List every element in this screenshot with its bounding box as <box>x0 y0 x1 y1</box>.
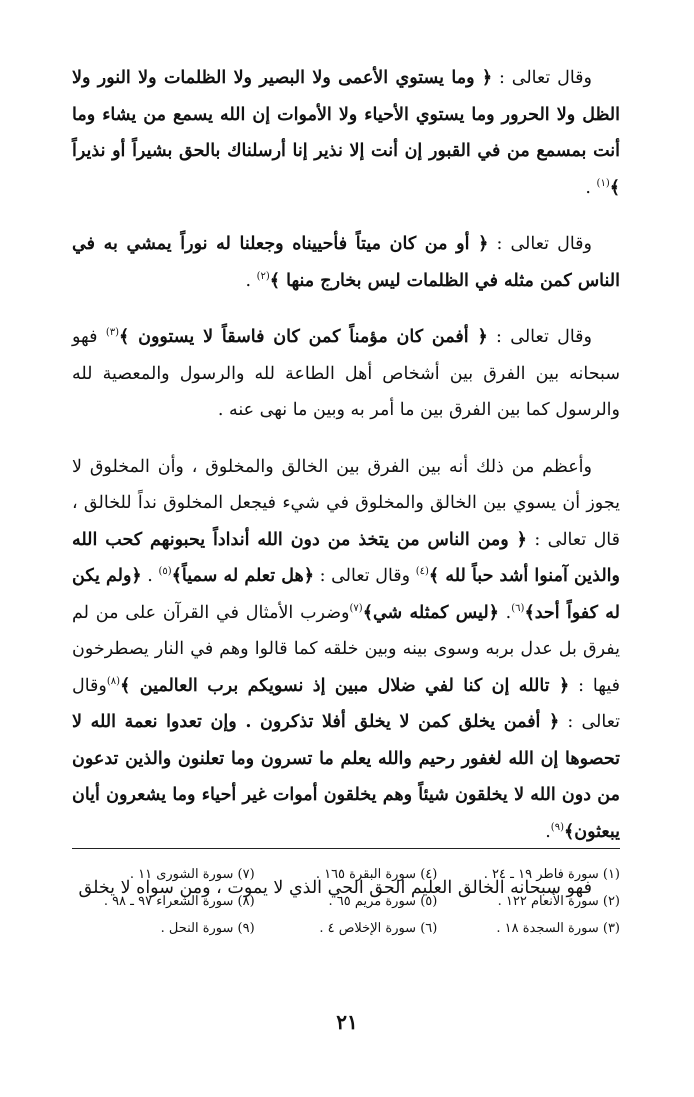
footnote-2: (٢) سورة الأنعام ١٢٢ . <box>497 894 620 909</box>
text-run: وضرب الأمثال في القرآن على من لم يفرق بل عدل بربه وسوى بينه وبين خلقه كما قالوا وهم في النار يصطرخون فيها : <box>72 602 620 696</box>
text-run: فهو سبحانه بين الفرق بين أشخاص أهل الطاعة لله والرسول والمعصية لله والرسول كما بين الفرق بين ما أمر به وبين ما نهى عنه . <box>72 327 620 420</box>
footnote-ref: (٤) <box>415 566 429 578</box>
footnote-9: (٩) سورة النحل . <box>160 921 255 936</box>
footnotes <box>72 866 620 938</box>
text-run: وأعظم من ذلك أنه بين الفرق بين الخالق والمخلوق ، وأن المخلوق لا يجوز أن يسوي بين الخالق والمخلوق في شيء فيجعل المخلوق نداً للخالق ، قال تعالى : <box>72 456 620 550</box>
footnote-ref: (١) <box>596 177 610 189</box>
quran-quote: ﴿ولم يكن له كفواً أحد﴾ <box>72 566 620 623</box>
paragraph-3 <box>72 319 620 429</box>
footnote-ref: (٧) <box>349 602 363 614</box>
body-text <box>72 60 620 927</box>
footnote-ref: (٦) <box>511 602 525 614</box>
footnote-4: (٤) سورة البقرة ١٦٥ . <box>315 867 438 882</box>
footnote-3: (٣) سورة السجدة ١٨ . <box>496 921 620 936</box>
footnote-ref: (٥) <box>158 566 172 578</box>
quran-quote: ﴿ أو من كان ميتاً فأحييناه وجعلنا له نوراً يمشي به في الناس كمن مثله في الظلمات ليس بخارج منها ﴾ <box>72 234 620 291</box>
quran-quote: ﴿ تالله إن كنا لفي ضلال مبين إذ نسويكم برب العالمين ﴾ <box>120 675 570 696</box>
footnote-6: (٦) سورة الإخلاص ٤ . <box>319 921 438 936</box>
text-run: . <box>245 270 257 291</box>
footnote-7: (٧) سورة الشورى ١١ . <box>129 867 255 882</box>
paragraph-2 <box>72 226 620 299</box>
quran-quote: ﴿ليس كمثله شي﴾ <box>362 602 499 623</box>
footnote-1: (١) سورة فاطر ١٩ ـ ٢٤ . <box>483 867 620 882</box>
footnote-ref: (٨) <box>106 675 121 687</box>
text-run: . <box>141 566 159 586</box>
paragraph-1 <box>72 60 620 206</box>
footnote-divider <box>72 848 620 849</box>
text-run: وقال تعالى : <box>313 566 416 586</box>
text-run: وقال تعالى : <box>492 68 592 88</box>
footnote-ref: (٢) <box>256 270 270 282</box>
text-run: . <box>498 602 512 623</box>
text-run: . <box>545 821 551 842</box>
quran-quote: ﴿هل تعلم له سمياً﴾ <box>171 566 314 586</box>
quran-quote: ﴿ أفمن كان مؤمناً كمن كان فاسقاً لا يستوون ﴾ <box>119 327 488 347</box>
quran-quote: ﴿ ومن الناس من يتخذ من دون الله أنداداً يحبونهم كحب الله والذين آمنوا أشد حباً لله ﴾ <box>72 529 620 586</box>
text-run: وقال تعالى : <box>487 327 592 347</box>
footnote-5: (٥) سورة مريم ٦٥ . <box>328 894 438 909</box>
footnote-ref: (٩) <box>550 821 564 833</box>
text-run: وقال تعالى : <box>72 675 621 732</box>
page-number: ٢١ <box>336 1010 358 1034</box>
quran-quote: ﴿ أفمن يخلق كمن لا يخلق أفلا تذكرون . وإن تعدوا نعمة الله لا تحصوها إن الله لغفور رحيم والله يعلم ما تسرون وما تعلنون والذين تدعون من دون الله لا يخلقون شيئاً وهم يخلقون أموات غير أحياء وما يشعرون أيان يبعثون﴾ <box>72 712 620 842</box>
text-run: فهو سبحانه الخالق العليم الحق الحي الذي لا يموت ، ومن سواه لا يخلق <box>78 878 592 898</box>
text-run: وقال تعالى : <box>488 234 593 254</box>
text-run: . <box>585 177 597 198</box>
paragraph-4 <box>72 449 620 851</box>
footnote-8: (٨) سورة الشعراء ٩٧ ـ ٩٨ . <box>103 894 255 909</box>
quran-quote: ﴿ وما يستوي الأعمى ولا البصير ولا الظلمات ولا النور ولا الظل ولا الحرور وما يستوي الأحياء ولا الأموات إن الله يسمع من يشاء وما أنت بمسمع من في القبور إن أنت إلا نذير إنا أرسلناك بالحق بشيراً أو نذيراً ﴾ <box>72 68 620 198</box>
footnote-ref: (٣) <box>105 327 119 339</box>
